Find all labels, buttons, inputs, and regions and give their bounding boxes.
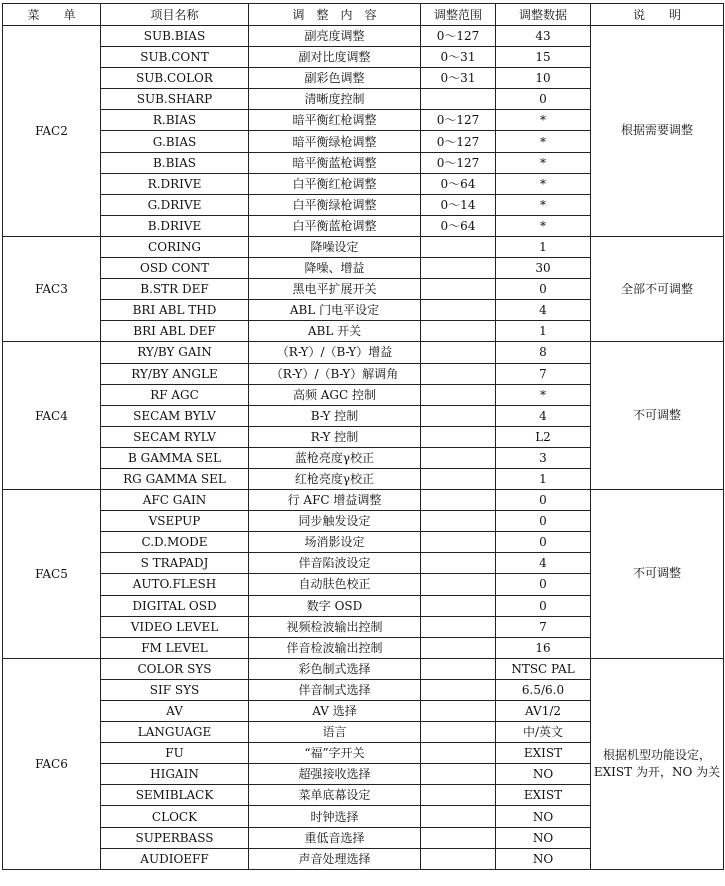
item-range-cell xyxy=(421,511,496,532)
item-range-cell xyxy=(421,468,496,489)
group-note-cell: 不可调整 xyxy=(591,490,724,659)
item-name-cell: VSEPUP xyxy=(101,511,249,532)
item-desc-cell: 清晰度控制 xyxy=(249,89,421,110)
item-name-cell: SIF SYS xyxy=(101,679,249,700)
item-name-cell: G.DRIVE xyxy=(101,194,249,215)
item-range-cell xyxy=(421,785,496,806)
table-row xyxy=(3,26,724,47)
item-name-cell: CORING xyxy=(101,236,249,257)
item-name-cell: RF AGC xyxy=(101,384,249,405)
item-name-cell: SECAM BYLV xyxy=(101,405,249,426)
item-desc-cell: 副彩色调整 xyxy=(249,68,421,89)
item-value-cell: 1 xyxy=(496,321,591,342)
item-value-cell: NO xyxy=(496,848,591,869)
item-desc-cell: 数字 OSD xyxy=(249,595,421,616)
item-name-cell: BRI ABL THD xyxy=(101,300,249,321)
item-name-cell: FU xyxy=(101,743,249,764)
item-desc-cell: 高频 AGC 控制 xyxy=(249,384,421,405)
item-name-cell: AV xyxy=(101,701,249,722)
item-range-cell xyxy=(421,384,496,405)
item-value-cell: 4 xyxy=(496,405,591,426)
item-value-cell: * xyxy=(496,173,591,194)
item-name-cell: RY/BY ANGLE xyxy=(101,363,249,384)
item-value-cell: 0 xyxy=(496,532,591,553)
item-desc-cell: 超强接收选择 xyxy=(249,764,421,785)
item-value-cell: 中/英文 xyxy=(496,722,591,743)
item-desc-cell: 自动肤色校正 xyxy=(249,574,421,595)
menu-group-cell: FAC6 xyxy=(3,658,101,869)
table-row xyxy=(3,490,724,511)
item-range-cell: 0～127 xyxy=(421,131,496,152)
item-name-cell: RY/BY GAIN xyxy=(101,342,249,363)
item-name-cell: AUTO.FLESH xyxy=(101,574,249,595)
item-range-cell xyxy=(421,553,496,574)
item-range-cell xyxy=(421,363,496,384)
item-name-cell: LANGUAGE xyxy=(101,722,249,743)
item-value-cell: 6.5/6.0 xyxy=(496,679,591,700)
item-value-cell: 0 xyxy=(496,595,591,616)
header-range: 调整范围 xyxy=(421,4,496,26)
item-desc-cell: R-Y 控制 xyxy=(249,426,421,447)
item-range-cell xyxy=(421,722,496,743)
item-range-cell xyxy=(421,574,496,595)
item-desc-cell: 降噪、增益 xyxy=(249,258,421,279)
group-note-cell: 根据需要调整 xyxy=(591,26,724,237)
item-desc-cell: 视频检波输出控制 xyxy=(249,616,421,637)
item-name-cell: RG GAMMA SEL xyxy=(101,468,249,489)
item-value-cell: * xyxy=(496,152,591,173)
item-range-cell xyxy=(421,279,496,300)
header-row xyxy=(3,4,724,26)
item-range-cell xyxy=(421,321,496,342)
item-range-cell: 0～64 xyxy=(421,215,496,236)
item-range-cell: 0～127 xyxy=(421,26,496,47)
item-value-cell: AV1/2 xyxy=(496,701,591,722)
item-name-cell: HIGAIN xyxy=(101,764,249,785)
item-desc-cell: 红枪亮度γ校正 xyxy=(249,468,421,489)
item-value-cell: L2 xyxy=(496,426,591,447)
item-desc-cell: 副亮度调整 xyxy=(249,26,421,47)
item-range-cell: 0～64 xyxy=(421,173,496,194)
item-desc-cell: 彩色制式选择 xyxy=(249,658,421,679)
item-name-cell: SECAM RYLV xyxy=(101,426,249,447)
item-value-cell: 43 xyxy=(496,26,591,47)
item-range-cell: 0～31 xyxy=(421,47,496,68)
item-value-cell: 16 xyxy=(496,637,591,658)
item-desc-cell: 菜单底幕设定 xyxy=(249,785,421,806)
item-value-cell: EXIST xyxy=(496,785,591,806)
table-row xyxy=(3,658,724,679)
item-desc-cell: （R-Y）/（B-Y）解调角 xyxy=(249,363,421,384)
item-name-cell: B.DRIVE xyxy=(101,215,249,236)
item-name-cell: SUB.COLOR xyxy=(101,68,249,89)
item-value-cell: NO xyxy=(496,806,591,827)
item-name-cell: DIGITAL OSD xyxy=(101,595,249,616)
item-value-cell: NTSC PAL xyxy=(496,658,591,679)
item-desc-cell: 重低音选择 xyxy=(249,827,421,848)
item-value-cell: 4 xyxy=(496,300,591,321)
item-name-cell: B.BIAS xyxy=(101,152,249,173)
item-desc-cell: “福”字开关 xyxy=(249,743,421,764)
item-desc-cell: 副对比度调整 xyxy=(249,47,421,68)
item-value-cell: * xyxy=(496,215,591,236)
item-desc-cell: 白平衡绿枪调整 xyxy=(249,194,421,215)
item-range-cell xyxy=(421,405,496,426)
item-name-cell: SUB.CONT xyxy=(101,47,249,68)
menu-group-cell: FAC3 xyxy=(3,236,101,341)
menu-group-cell: FAC5 xyxy=(3,490,101,659)
item-range-cell xyxy=(421,616,496,637)
item-name-cell: BRI ABL DEF xyxy=(101,321,249,342)
item-range-cell xyxy=(421,300,496,321)
item-value-cell: 30 xyxy=(496,258,591,279)
item-desc-cell: 白平衡蓝枪调整 xyxy=(249,215,421,236)
item-name-cell: AUDIOEFF xyxy=(101,848,249,869)
item-value-cell: 3 xyxy=(496,447,591,468)
table-row xyxy=(3,342,724,363)
item-value-cell: 0 xyxy=(496,574,591,595)
item-range-cell xyxy=(421,532,496,553)
item-desc-cell: ABL 门电平设定 xyxy=(249,300,421,321)
item-range-cell xyxy=(421,827,496,848)
item-range-cell: 0～14 xyxy=(421,194,496,215)
item-value-cell: 15 xyxy=(496,47,591,68)
header-desc: 调 整 内 容 xyxy=(249,4,421,26)
item-range-cell xyxy=(421,806,496,827)
item-desc-cell: 时钟选择 xyxy=(249,806,421,827)
item-name-cell: CLOCK xyxy=(101,806,249,827)
item-name-cell: C.D.MODE xyxy=(101,532,249,553)
item-name-cell: SUB.BIAS xyxy=(101,26,249,47)
item-name-cell: SUPERBASS xyxy=(101,827,249,848)
item-range-cell xyxy=(421,637,496,658)
item-desc-cell: 暗平衡蓝枪调整 xyxy=(249,152,421,173)
item-desc-cell: 伴音陷波设定 xyxy=(249,553,421,574)
item-desc-cell: 蓝枪亮度γ校正 xyxy=(249,447,421,468)
item-range-cell xyxy=(421,426,496,447)
item-range-cell xyxy=(421,658,496,679)
item-name-cell: B GAMMA SEL xyxy=(101,447,249,468)
item-name-cell: SEMIBLACK xyxy=(101,785,249,806)
item-range-cell: 0～127 xyxy=(421,110,496,131)
item-desc-cell: 行 AFC 增益调整 xyxy=(249,490,421,511)
table-body xyxy=(3,26,724,870)
item-name-cell: S TRAPADJ xyxy=(101,553,249,574)
group-note-cell: 不可调整 xyxy=(591,342,724,490)
item-range-cell: 0～31 xyxy=(421,68,496,89)
item-range-cell xyxy=(421,490,496,511)
item-desc-cell: B-Y 控制 xyxy=(249,405,421,426)
item-value-cell: 4 xyxy=(496,553,591,574)
item-range-cell xyxy=(421,848,496,869)
item-desc-cell: AV 选择 xyxy=(249,701,421,722)
item-name-cell: R.DRIVE xyxy=(101,173,249,194)
item-range-cell xyxy=(421,743,496,764)
item-value-cell: NO xyxy=(496,764,591,785)
item-range-cell xyxy=(421,595,496,616)
item-value-cell: 0 xyxy=(496,511,591,532)
item-name-cell: VIDEO LEVEL xyxy=(101,616,249,637)
header-value: 调整数据 xyxy=(496,4,591,26)
item-desc-cell: 暗平衡绿枪调整 xyxy=(249,131,421,152)
item-desc-cell: 同步触发设定 xyxy=(249,511,421,532)
group-note-cell: 全部不可调整 xyxy=(591,236,724,341)
item-value-cell: 8 xyxy=(496,342,591,363)
item-desc-cell: 场消影设定 xyxy=(249,532,421,553)
item-range-cell xyxy=(421,236,496,257)
item-range-cell xyxy=(421,701,496,722)
item-name-cell: R.BIAS xyxy=(101,110,249,131)
item-value-cell: * xyxy=(496,131,591,152)
item-value-cell: * xyxy=(496,110,591,131)
item-range-cell xyxy=(421,258,496,279)
factory-menu-table xyxy=(2,3,724,870)
item-desc-cell: 降噪设定 xyxy=(249,236,421,257)
item-value-cell: 0 xyxy=(496,490,591,511)
item-name-cell: AFC GAIN xyxy=(101,490,249,511)
item-value-cell: EXIST xyxy=(496,743,591,764)
item-range-cell xyxy=(421,89,496,110)
item-name-cell: COLOR SYS xyxy=(101,658,249,679)
item-value-cell: 1 xyxy=(496,468,591,489)
group-note-cell: 根据机型功能设定，EXIST 为开，NO 为关 xyxy=(591,658,724,869)
header-note: 说 明 xyxy=(591,4,724,26)
item-desc-cell: 暗平衡红枪调整 xyxy=(249,110,421,131)
menu-group-cell: FAC2 xyxy=(3,26,101,237)
header-name: 项目名称 xyxy=(101,4,249,26)
table-row xyxy=(3,236,724,257)
item-desc-cell: ABL 开关 xyxy=(249,321,421,342)
item-range-cell xyxy=(421,447,496,468)
item-name-cell: OSD CONT xyxy=(101,258,249,279)
item-name-cell: B.STR DEF xyxy=(101,279,249,300)
item-range-cell xyxy=(421,764,496,785)
menu-group-cell: FAC4 xyxy=(3,342,101,490)
item-value-cell: 0 xyxy=(496,89,591,110)
item-desc-cell: 黑电平扩展开关 xyxy=(249,279,421,300)
item-desc-cell: 伴音制式选择 xyxy=(249,679,421,700)
item-desc-cell: 伴音检波输出控制 xyxy=(249,637,421,658)
item-desc-cell: 声音处理选择 xyxy=(249,848,421,869)
item-desc-cell: 语言 xyxy=(249,722,421,743)
item-value-cell: NO xyxy=(496,827,591,848)
item-value-cell: 1 xyxy=(496,236,591,257)
item-name-cell: FM LEVEL xyxy=(101,637,249,658)
item-value-cell: 0 xyxy=(496,279,591,300)
item-value-cell: * xyxy=(496,194,591,215)
item-desc-cell: （R-Y）/（B-Y）增益 xyxy=(249,342,421,363)
item-range-cell xyxy=(421,679,496,700)
item-range-cell: 0～127 xyxy=(421,152,496,173)
item-value-cell: 7 xyxy=(496,616,591,637)
item-name-cell: SUB.SHARP xyxy=(101,89,249,110)
header-menu: 菜 单 xyxy=(3,4,101,26)
item-desc-cell: 白平衡红枪调整 xyxy=(249,173,421,194)
item-value-cell: 7 xyxy=(496,363,591,384)
item-value-cell: 10 xyxy=(496,68,591,89)
item-name-cell: G.BIAS xyxy=(101,131,249,152)
item-value-cell: * xyxy=(496,384,591,405)
item-range-cell xyxy=(421,342,496,363)
